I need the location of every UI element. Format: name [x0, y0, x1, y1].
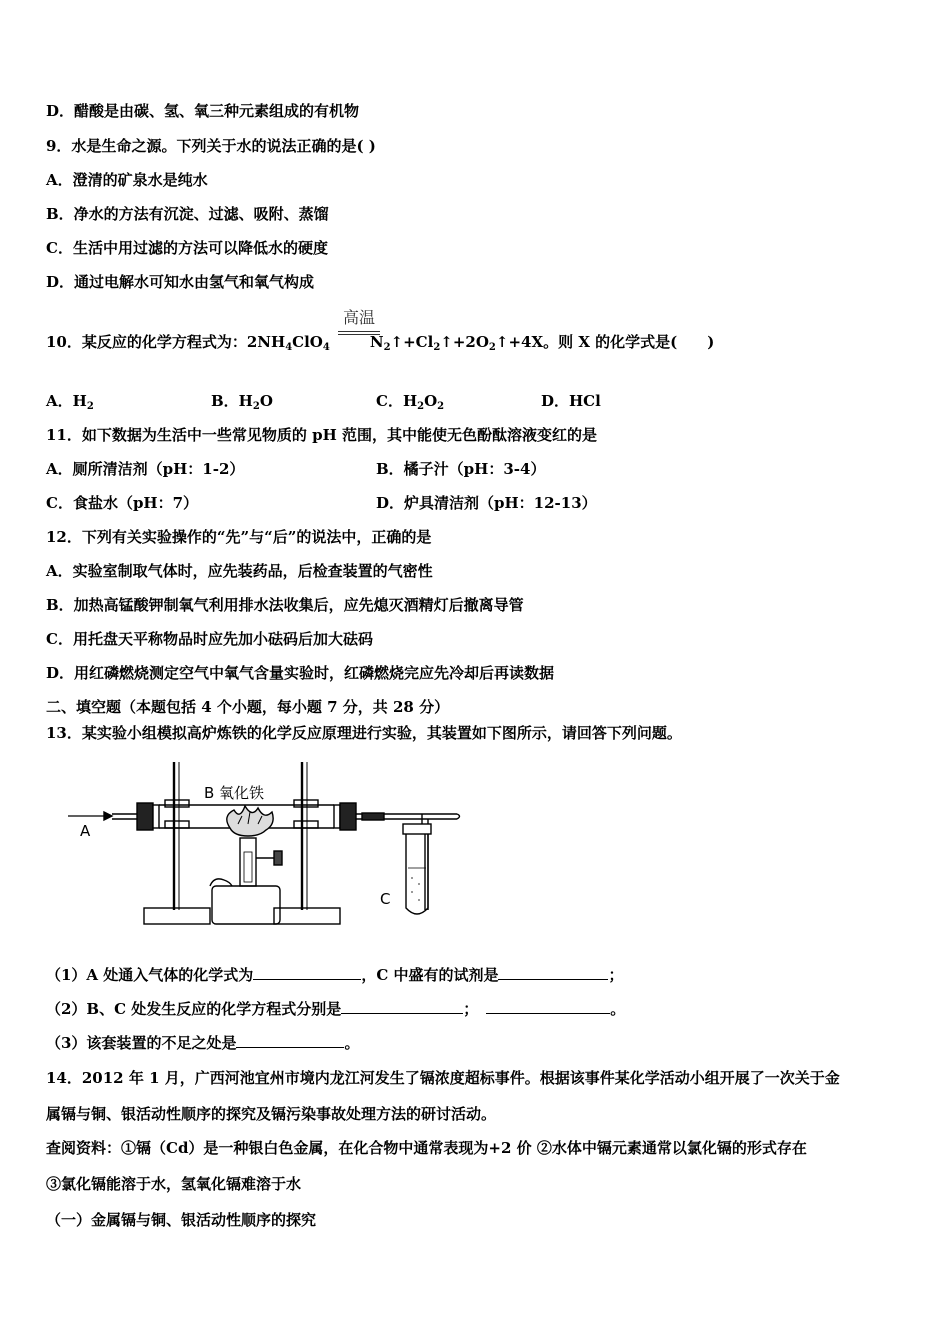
apparatus-label-c: C	[380, 890, 391, 908]
q12-option-b: B．加热高锰酸钾制氧气利用排水法收集后，应先熄灭酒精灯后撤离导管	[46, 596, 524, 614]
apparatus-label-a: A	[80, 822, 91, 840]
q8-option-d: D．醋酸是由碳、氢、氧三种元素组成的有机物	[46, 102, 360, 120]
q13-blank-4[interactable]	[486, 998, 610, 1014]
q13-blank-2[interactable]	[498, 964, 608, 980]
q12-option-a: A．实验室制取气体时，应先装药品，后检查装置的气密性	[46, 562, 433, 580]
q14-subsection-title: （一）金属镉与铜、银活动性顺序的探究	[46, 1211, 317, 1229]
q13-part-1: （1）A 处通入气体的化学式为 ，C 中盛有的试剂是 ；	[46, 966, 624, 984]
q13-blank-3[interactable]	[341, 998, 463, 1014]
q9-option-b: B．净水的方法有沉淀、过滤、吸附、蒸馏	[46, 205, 329, 223]
blast-furnace-apparatus-diagram	[62, 758, 462, 930]
section-2-title: 二、填空题（本题包括 4 个小题，每小题 7 分，共 28 分）	[46, 698, 450, 716]
q12-option-c: C．用托盘天平称物品时应先加小砝码后加大砝码	[46, 630, 373, 648]
q13-blank-1[interactable]	[253, 964, 361, 980]
q9-stem: 9．水是生命之源。下列关于水的说法正确的是( )	[46, 137, 376, 155]
q10-reaction-condition: 高温	[342, 308, 375, 327]
q13-blank-5[interactable]	[236, 1032, 344, 1048]
q10-option-b: B．$H_2O$	[211, 392, 273, 412]
q10-option-a: A．$H_2$	[46, 392, 94, 412]
q9-option-c: C．生活中用过滤的方法可以降低水的硬度	[46, 239, 328, 257]
q14-stem-line-2: 属镉与铜、银活动性顺序的探究及镉污染事故处理方法的研讨活动。	[46, 1105, 497, 1123]
q14-stem-line-1: 14．2012 年 1 月，广西河池宜州市境内龙江河发生了镉浓度超标事件。根据该事件某化学活动小组开展了一次关于金	[46, 1069, 840, 1087]
q14-reference-line-1: 查阅资料：①镉（Cd）是一种银白色金属，在化合物中通常表现为+2 价 ②水体中镉元素通常以氯化镉的形式存在	[46, 1139, 807, 1157]
q11-stem: 11．如下数据为生活中一些常见物质的 pH 范围，其中能使无色酚酞溶液变红的是	[46, 426, 597, 444]
q9-option-d: D．通过电解水可知水由氢气和氧气构成	[46, 273, 315, 291]
q14-reference-line-2: ③氯化镉能溶于水，氢氧化镉难溶于水	[46, 1175, 302, 1193]
q10-option-c: C．$H_2O_2$	[376, 392, 445, 412]
q12-stem: 12．下列有关实验操作的“先”与“后”的说法中，正确的是	[46, 528, 432, 546]
apparatus-label-b: B 氧化铁	[204, 784, 265, 802]
q12-option-d: D．用红磷燃烧测定空气中氧气含量实验时，红磷燃烧完应先冷却后再读数据	[46, 664, 555, 682]
q11-option-d: D．炉具清洁剂（pH：12-13）	[376, 494, 597, 512]
q13-part-3: （3）该套装置的不足之处是 。	[46, 1034, 360, 1052]
q11-option-b: B．橘子汁（pH：3-4）	[376, 460, 546, 478]
q13-part-2: （2）B、C 处发生反应的化学方程式分别是 ； 。	[46, 1000, 626, 1018]
q13-stem: 13．某实验小组模拟高炉炼铁的化学反应原理进行实验，其装置如下图所示，请回答下列问题。	[46, 724, 682, 742]
q10-option-d: D．HCl	[541, 392, 601, 410]
q11-option-a: A．厕所清洁剂（pH：1-2）	[46, 460, 245, 478]
q9-option-a: A．澄清的矿泉水是纯水	[46, 171, 208, 189]
q11-option-c: C．食盐水（pH：7）	[46, 494, 199, 512]
q10-stem: 10．某反应的化学方程式为：$2NH_4ClO_4$ $N_2↑+Cl_2↑+2O_2↑+4X$。则 X 的化学式是( )	[46, 333, 715, 353]
